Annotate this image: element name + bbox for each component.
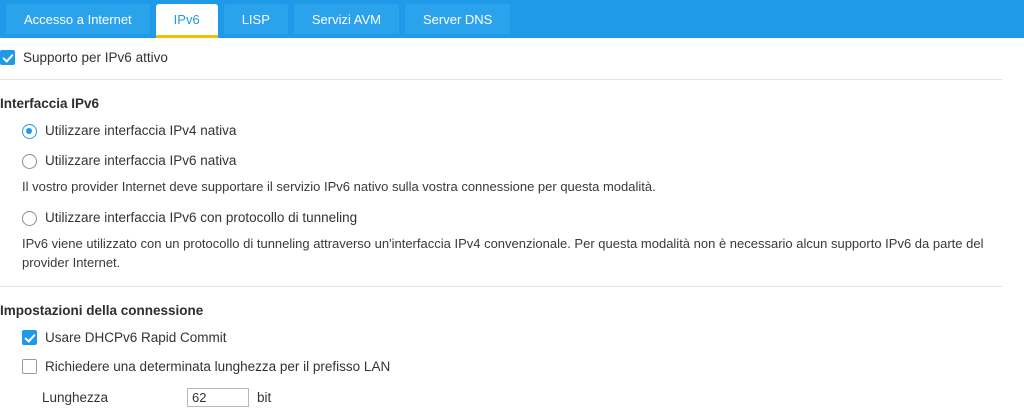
ipv6-support-row[interactable] <box>0 38 1012 79</box>
radio-tunneling[interactable] <box>22 211 37 226</box>
tab-accesso-a-internet[interactable] <box>6 4 150 34</box>
ipv6-support-checkbox[interactable] <box>0 50 15 65</box>
prefix-length-checkbox[interactable] <box>22 359 37 374</box>
length-field-row <box>42 388 1012 407</box>
connection-section-title: Impostazioni della connessione <box>0 303 204 318</box>
rapid-commit-checkbox[interactable] <box>22 330 37 345</box>
interface-section-title: Interfaccia IPv6 <box>0 96 100 111</box>
tab-bar <box>0 0 1024 38</box>
tab-servizi-avm[interactable] <box>294 4 399 34</box>
prefix-length-label: Richiedere una determinata lunghezza per il prefisso LAN <box>45 359 391 374</box>
divider-middle <box>0 286 1002 287</box>
radio-ipv6-nativa-description: Il vostro provider Internet deve supportare il servizio IPv6 nativo sulla vostra connessione per questa modalità. <box>22 179 656 194</box>
tab-label: Accesso a Internet <box>24 11 132 27</box>
radio-ipv6-nativa-label: Utilizzare interfaccia IPv6 nativa <box>45 153 237 168</box>
radio-ipv6-nativa[interactable] <box>22 154 37 169</box>
tab-label: IPv6 <box>173 12 200 27</box>
rapid-commit-row[interactable] <box>22 330 1012 345</box>
tab-label: Server DNS <box>422 11 493 27</box>
tab-ipv6[interactable] <box>156 4 218 38</box>
tab-lisp[interactable] <box>224 4 288 34</box>
tab-label: Servizi AVM <box>311 11 381 27</box>
length-field-label: Lunghezza <box>42 390 109 405</box>
rapid-commit-label: Usare DHCPv6 Rapid Commit <box>45 330 227 345</box>
length-unit-label: bit <box>257 390 272 405</box>
tab-server-dns[interactable] <box>405 4 510 34</box>
ipv6-support-label: Supporto per IPv6 attivo <box>23 50 168 65</box>
radio-tunneling-label: Utilizzare interfaccia IPv6 con protocollo di tunneling <box>45 210 358 225</box>
length-input[interactable] <box>187 388 249 407</box>
interface-option-tunneling[interactable] <box>0 210 1012 272</box>
prefix-length-row[interactable] <box>22 359 1012 374</box>
tab-label: LISP <box>241 11 270 27</box>
radio-ipv4-nativa[interactable] <box>22 124 37 139</box>
interface-option-ipv6-nativa[interactable] <box>0 153 1012 196</box>
radio-tunneling-description: IPv6 viene utilizzato con un protocollo di tunneling attraverso un'interfaccia IPv4 convenzionale. Per questa modalità non è necessario alcun supporto IPv6 da parte del provider Internet. <box>22 236 984 270</box>
interface-option-ipv4-nativa[interactable] <box>0 123 1012 139</box>
settings-content <box>0 38 1024 407</box>
divider-top <box>0 79 1002 80</box>
radio-ipv4-nativa-label: Utilizzare interfaccia IPv4 nativa <box>45 123 237 138</box>
